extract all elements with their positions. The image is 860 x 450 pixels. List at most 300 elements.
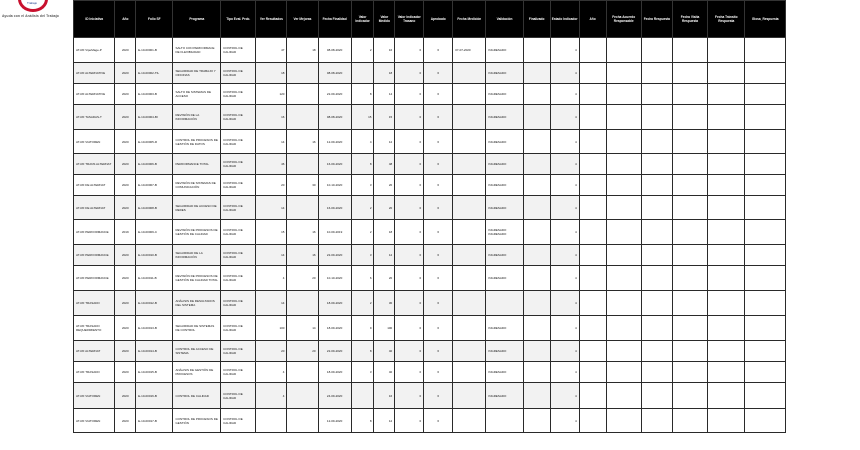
empty-cell[interactable]	[672, 291, 707, 316]
empty-cell[interactable]	[708, 409, 745, 433]
cell-tipo[interactable]: CONTROL DE CALIDAD	[221, 175, 256, 196]
cell-vmej[interactable]	[287, 63, 318, 84]
empty-cell[interactable]	[641, 409, 672, 433]
cell-fmed[interactable]	[453, 84, 486, 105]
empty-cell[interactable]	[606, 266, 641, 291]
empty-cell[interactable]	[579, 84, 606, 105]
empty-cell[interactable]	[641, 63, 672, 84]
cell-vmej[interactable]: 16	[287, 220, 318, 245]
empty-cell[interactable]	[579, 245, 606, 266]
cell-program[interactable]: SALTO CON PERFORMACE DE FLEXIBILIDAD	[173, 38, 221, 63]
empty-cell[interactable]	[708, 38, 745, 63]
cell-id[interactable]: AT-RF DE ALTERNAT	[74, 196, 115, 220]
table-row[interactable]	[74, 175, 786, 196]
empty-cell[interactable]	[606, 341, 641, 362]
cell-vtras[interactable]: 0	[395, 341, 424, 362]
empty-cell[interactable]	[672, 383, 707, 409]
cell-vmed[interactable]: 12	[374, 245, 395, 266]
cell-id[interactable]: AT-RF TRASADO	[74, 362, 115, 383]
cell-fin[interactable]	[523, 316, 550, 341]
cell-program[interactable]: SALTO DE SISTEMAS DE ACCESO	[173, 84, 221, 105]
cell-fecha[interactable]: 16-09-2020	[318, 154, 351, 175]
empty-cell[interactable]	[641, 220, 672, 245]
cell-fecha[interactable]: 16-09-2020	[318, 196, 351, 220]
cell-fmed[interactable]	[453, 154, 486, 175]
empty-cell[interactable]	[708, 63, 745, 84]
table-row[interactable]	[74, 383, 786, 409]
cell-fin[interactable]	[523, 175, 550, 196]
empty-cell[interactable]	[745, 341, 786, 362]
cell-aprob[interactable]: 6	[424, 341, 453, 362]
cell-valid[interactable]: INGRESADO INGRESADO	[486, 220, 523, 245]
cell-vmej[interactable]	[287, 196, 318, 220]
cell-id[interactable]: AT-RF VIATOREN	[74, 130, 115, 154]
cell-vres[interactable]: 46	[256, 154, 287, 175]
column-header[interactable]: Fecha Medición	[453, 1, 486, 38]
empty-cell[interactable]	[745, 175, 786, 196]
empty-cell[interactable]	[606, 38, 641, 63]
cell-vres[interactable]: 16	[256, 105, 287, 130]
cell-program[interactable]: REVISIÓN DE LA INFORMACIÓN	[173, 105, 221, 130]
cell-vmed[interactable]: 18	[374, 63, 395, 84]
empty-cell[interactable]	[708, 220, 745, 245]
cell-vind[interactable]: 2	[351, 196, 374, 220]
cell-folio[interactable]: E-10-00016-B	[136, 383, 173, 409]
cell-vind[interactable]: 6	[351, 266, 374, 291]
cell-tipo[interactable]: CONTROL DE CALIDAD	[221, 291, 256, 316]
empty-cell[interactable]	[672, 409, 707, 433]
empty-cell[interactable]	[579, 362, 606, 383]
empty-cell[interactable]	[579, 175, 606, 196]
cell-vtras[interactable]: 0	[395, 362, 424, 383]
cell-vind[interactable]: 3	[351, 245, 374, 266]
cell-vtras[interactable]: 0	[395, 196, 424, 220]
cell-vmed[interactable]: 15	[374, 105, 395, 130]
cell-fin[interactable]	[523, 291, 550, 316]
cell-vres[interactable]: 14	[256, 130, 287, 154]
empty-cell[interactable]	[606, 105, 641, 130]
empty-cell[interactable]	[708, 105, 745, 130]
empty-cell[interactable]	[672, 316, 707, 341]
cell-fecha[interactable]: 24-09-2020	[318, 383, 351, 409]
cell-tipo[interactable]: CONTROL DE CALIDAD	[221, 245, 256, 266]
cell-vtras[interactable]: 0	[395, 105, 424, 130]
cell-folio[interactable]: E-10-00002-TIL	[136, 63, 173, 84]
empty-cell[interactable]	[579, 383, 606, 409]
empty-cell[interactable]	[641, 266, 672, 291]
cell-fin[interactable]	[523, 105, 550, 130]
cell-vres[interactable]: 100	[256, 316, 287, 341]
cell-vmed[interactable]: 20	[374, 196, 395, 220]
cell-folio[interactable]: E-10-00010-B	[136, 245, 173, 266]
cell-year[interactable]: 2020	[115, 196, 136, 220]
empty-cell[interactable]	[579, 130, 606, 154]
cell-folio[interactable]: E-10-00017-B	[136, 409, 173, 433]
cell-folio[interactable]: E-10-00001-B	[136, 38, 173, 63]
empty-cell[interactable]	[606, 63, 641, 84]
cell-vind[interactable]: 8	[351, 341, 374, 362]
cell-valid[interactable]: INGRESADO	[486, 316, 523, 341]
cell-vtras[interactable]: 0	[395, 84, 424, 105]
cell-year[interactable]: 2020	[115, 105, 136, 130]
empty-cell[interactable]	[579, 63, 606, 84]
column-header[interactable]: Valor Indicador Trasano	[395, 1, 424, 38]
table-row[interactable]	[74, 130, 786, 154]
cell-tipo[interactable]: CONTROL DE CALIDAD	[221, 130, 256, 154]
empty-cell[interactable]	[672, 341, 707, 362]
cell-folio[interactable]: E-10-00007-B	[136, 175, 173, 196]
cell-estado[interactable]: 4	[550, 383, 579, 409]
empty-cell[interactable]	[708, 383, 745, 409]
empty-cell[interactable]	[579, 196, 606, 220]
cell-vres[interactable]: 120	[256, 84, 287, 105]
cell-id[interactable]: AT-RF ALTERNATIVE	[74, 63, 115, 84]
cell-tipo[interactable]: CONTROL DE CALIDAD	[221, 362, 256, 383]
empty-cell[interactable]	[606, 409, 641, 433]
cell-vmed[interactable]: 30	[374, 291, 395, 316]
empty-cell[interactable]	[606, 220, 641, 245]
cell-vres[interactable]	[256, 409, 287, 433]
table-row[interactable]	[74, 196, 786, 220]
empty-cell[interactable]	[708, 362, 745, 383]
cell-fecha[interactable]: 10-10-2020	[318, 266, 351, 291]
cell-id[interactable]: AT-RF ALTERNAT	[74, 341, 115, 362]
cell-vind[interactable]: 3	[351, 362, 374, 383]
empty-cell[interactable]	[641, 196, 672, 220]
empty-cell[interactable]	[745, 291, 786, 316]
cell-estado[interactable]: 4	[550, 341, 579, 362]
cell-vres[interactable]: 4	[256, 383, 287, 409]
cell-tipo[interactable]: CONTROL DE CALIDAD	[221, 84, 256, 105]
cell-aprob[interactable]: 6	[424, 316, 453, 341]
cell-vtras[interactable]: 0	[395, 245, 424, 266]
column-header[interactable]: Fecha Tránsito Respuesta	[708, 1, 745, 38]
cell-fecha[interactable]: 18-09-2020	[318, 316, 351, 341]
empty-cell[interactable]	[606, 84, 641, 105]
column-header[interactable]: Validación	[486, 1, 523, 38]
cell-program[interactable]: CONTROL DE CALIDAD	[173, 383, 221, 409]
empty-cell[interactable]	[641, 105, 672, 130]
table-row[interactable]	[74, 220, 786, 245]
cell-vres[interactable]: 14	[256, 196, 287, 220]
empty-cell[interactable]	[672, 266, 707, 291]
cell-year[interactable]: 2020	[115, 245, 136, 266]
cell-program[interactable]: SEGURIDAD DE TRABAJO Y OFICINAS	[173, 63, 221, 84]
cell-vind[interactable]: 15	[351, 105, 374, 130]
cell-vmed[interactable]: 100	[374, 316, 395, 341]
empty-cell[interactable]	[579, 409, 606, 433]
cell-valid[interactable]	[486, 291, 523, 316]
cell-valid[interactable]: INGRESADO	[486, 105, 523, 130]
cell-aprob[interactable]: 6	[424, 130, 453, 154]
cell-fin[interactable]	[523, 341, 550, 362]
cell-aprob[interactable]: 6	[424, 196, 453, 220]
cell-fecha[interactable]: 22-09-2020	[318, 245, 351, 266]
empty-cell[interactable]	[672, 154, 707, 175]
cell-vind[interactable]: 8	[351, 409, 374, 433]
cell-vind[interactable]: 9	[351, 316, 374, 341]
empty-cell[interactable]	[579, 220, 606, 245]
cell-vres[interactable]: 47	[256, 38, 287, 63]
cell-vmed[interactable]: 48	[374, 154, 395, 175]
cell-year[interactable]: 2020	[115, 291, 136, 316]
cell-vres[interactable]: 14	[256, 291, 287, 316]
cell-tipo[interactable]: CONTROL DE CALIDAD	[221, 220, 256, 245]
cell-estado[interactable]: 4	[550, 316, 579, 341]
empty-cell[interactable]	[579, 291, 606, 316]
empty-cell[interactable]	[641, 291, 672, 316]
empty-cell[interactable]	[641, 362, 672, 383]
cell-vmed[interactable]: 14	[374, 84, 395, 105]
cell-year[interactable]: 2020	[115, 409, 136, 433]
cell-fecha[interactable]: 08-08-2020	[318, 63, 351, 84]
table-row[interactable]	[74, 84, 786, 105]
cell-vmed[interactable]: 16	[374, 383, 395, 409]
cell-vmej[interactable]	[287, 291, 318, 316]
cell-year[interactable]: 2020	[115, 175, 136, 196]
empty-cell[interactable]	[745, 154, 786, 175]
cell-valid[interactable]: INGRESADO	[486, 38, 523, 63]
cell-program[interactable]: REVISIÓN DE PROCESOS DE GESTIÓN DE CALIDAD	[173, 220, 221, 245]
cell-aprob[interactable]: 6	[424, 383, 453, 409]
cell-vind[interactable]: 8	[351, 84, 374, 105]
cell-year[interactable]: 2020	[115, 316, 136, 341]
cell-id[interactable]: AT-RF PERFORMANCE	[74, 266, 115, 291]
cell-tipo[interactable]: CONTROL DE CALIDAD	[221, 383, 256, 409]
cell-vres[interactable]: 18	[256, 63, 287, 84]
cell-aprob[interactable]: 6	[424, 291, 453, 316]
cell-folio[interactable]: E-10-00012-B	[136, 291, 173, 316]
cell-vmej[interactable]: 14	[287, 316, 318, 341]
empty-cell[interactable]	[745, 383, 786, 409]
cell-vmed[interactable]: 40	[374, 362, 395, 383]
empty-cell[interactable]	[606, 245, 641, 266]
empty-cell[interactable]	[606, 362, 641, 383]
empty-cell[interactable]	[672, 220, 707, 245]
cell-vtras[interactable]: 0	[395, 175, 424, 196]
cell-id[interactable]: AT-RF TRANS ALTERNAT	[74, 154, 115, 175]
empty-cell[interactable]	[641, 130, 672, 154]
cell-tipo[interactable]: CONTROL DE CALIDAD	[221, 266, 256, 291]
empty-cell[interactable]	[708, 341, 745, 362]
empty-cell[interactable]	[708, 154, 745, 175]
empty-cell[interactable]	[579, 105, 606, 130]
cell-fecha[interactable]: 12-09-2020	[318, 130, 351, 154]
empty-cell[interactable]	[708, 130, 745, 154]
empty-cell[interactable]	[708, 196, 745, 220]
cell-folio[interactable]: E-10-00008-B	[136, 196, 173, 220]
cell-program[interactable]: CONTROL DE PROCESOS DE GESTIÓN DE DATOS	[173, 130, 221, 154]
cell-folio[interactable]: E-10-00009-C	[136, 220, 173, 245]
empty-cell[interactable]	[672, 245, 707, 266]
cell-year[interactable]: 2020	[115, 266, 136, 291]
cell-estado[interactable]: 4	[550, 409, 579, 433]
cell-vtras[interactable]: 0	[395, 316, 424, 341]
cell-id[interactable]: AT-RF TRASADO REQUERIMIENTO	[74, 316, 115, 341]
cell-year[interactable]: 2019	[115, 220, 136, 245]
cell-program[interactable]: SEGURIDAD DE LA INFORMACIÓN	[173, 245, 221, 266]
cell-fmed[interactable]	[453, 130, 486, 154]
cell-vtras[interactable]: 0	[395, 383, 424, 409]
cell-aprob[interactable]: 6	[424, 409, 453, 433]
cell-vind[interactable]: 2	[351, 220, 374, 245]
column-header[interactable]: Glosa_Respuesta	[745, 1, 786, 38]
empty-cell[interactable]	[745, 105, 786, 130]
cell-valid[interactable]: INGRESADO	[486, 63, 523, 84]
table-row[interactable]	[74, 291, 786, 316]
column-header[interactable]: Valor Indicador	[351, 1, 374, 38]
empty-cell[interactable]	[672, 84, 707, 105]
empty-cell[interactable]	[606, 130, 641, 154]
cell-fin[interactable]	[523, 84, 550, 105]
cell-program[interactable]: CONTROL DE ACCESO DE SISTEMA	[173, 341, 221, 362]
empty-cell[interactable]	[708, 266, 745, 291]
empty-cell[interactable]	[708, 245, 745, 266]
empty-cell[interactable]	[641, 84, 672, 105]
cell-program[interactable]: ANÁLISIS DE RESULTADOS DEL SISTEMA	[173, 291, 221, 316]
cell-vres[interactable]: 20	[256, 175, 287, 196]
cell-vmed[interactable]: 20	[374, 266, 395, 291]
cell-vres[interactable]: 20	[256, 341, 287, 362]
cell-folio[interactable]: E-10-00011-B	[136, 266, 173, 291]
cell-vtras[interactable]: 0	[395, 266, 424, 291]
empty-cell[interactable]	[641, 341, 672, 362]
table-row[interactable]	[74, 38, 786, 63]
cell-id[interactable]: AT-RF VIATOREN	[74, 383, 115, 409]
cell-fin[interactable]	[523, 245, 550, 266]
empty-cell[interactable]	[641, 383, 672, 409]
cell-aprob[interactable]: 6	[424, 63, 453, 84]
cell-aprob[interactable]: 6	[424, 245, 453, 266]
column-header[interactable]: Programa	[173, 1, 221, 38]
cell-id[interactable]: AT-RF VIATOREN	[74, 409, 115, 433]
cell-fmed[interactable]	[453, 245, 486, 266]
cell-vmej[interactable]: 20	[287, 266, 318, 291]
cell-id[interactable]: AT-RF PERFORMANCE	[74, 220, 115, 245]
cell-fin[interactable]	[523, 409, 550, 433]
cell-vtras[interactable]: 0	[395, 38, 424, 63]
empty-cell[interactable]	[641, 175, 672, 196]
column-header[interactable]: Fecha Acuerdo Responsable	[606, 1, 641, 38]
cell-folio[interactable]: E-10-00004-BI	[136, 105, 173, 130]
cell-valid[interactable]: INGRESADO	[486, 362, 523, 383]
cell-aprob[interactable]: 6	[424, 362, 453, 383]
cell-vmed[interactable]: 20	[374, 175, 395, 196]
cell-id[interactable]: AT-RF TASADAS-T	[74, 105, 115, 130]
cell-estado[interactable]: 4	[550, 245, 579, 266]
cell-vtras[interactable]: 0	[395, 291, 424, 316]
cell-fin[interactable]	[523, 383, 550, 409]
cell-valid[interactable]: INGRESADO	[486, 84, 523, 105]
cell-valid[interactable]: INGRESADO	[486, 245, 523, 266]
cell-estado[interactable]: 4	[550, 105, 579, 130]
cell-fmed[interactable]	[453, 291, 486, 316]
cell-estado[interactable]: 4	[550, 196, 579, 220]
cell-estado[interactable]: 4	[550, 84, 579, 105]
column-header[interactable]: Tipo Eval. Prob.	[221, 1, 256, 38]
column-header[interactable]: ID Iniciativa	[74, 1, 115, 38]
cell-vtras[interactable]: 0	[395, 130, 424, 154]
cell-id[interactable]: AT-RF ALTERNATIVE	[74, 84, 115, 105]
column-header[interactable]: Año	[579, 1, 606, 38]
cell-vmej[interactable]: 18	[287, 38, 318, 63]
empty-cell[interactable]	[579, 316, 606, 341]
cell-fmed[interactable]	[453, 266, 486, 291]
cell-fecha[interactable]: 18-09-2020	[318, 291, 351, 316]
cell-tipo[interactable]: CONTROL DE CALIDAD	[221, 316, 256, 341]
empty-cell[interactable]	[745, 196, 786, 220]
column-header[interactable]: Aprobado	[424, 1, 453, 38]
cell-fmed[interactable]	[453, 316, 486, 341]
cell-fecha[interactable]: 22-09-2020	[318, 341, 351, 362]
table-row[interactable]	[74, 154, 786, 175]
cell-fmed[interactable]: 07-07-2020	[453, 38, 486, 63]
empty-cell[interactable]	[641, 154, 672, 175]
cell-vtras[interactable]: 0	[395, 63, 424, 84]
cell-fecha[interactable]: 10-09-2019	[318, 220, 351, 245]
cell-vmej[interactable]	[287, 105, 318, 130]
cell-valid[interactable]: INGRESADO	[486, 266, 523, 291]
cell-vmej[interactable]	[287, 383, 318, 409]
cell-estado[interactable]: 4	[550, 38, 579, 63]
cell-vmed[interactable]: 16	[374, 38, 395, 63]
cell-id[interactable]: AT-RF TRASADO	[74, 291, 115, 316]
cell-fecha[interactable]: 08-08-2020	[318, 38, 351, 63]
cell-tipo[interactable]: CONTROL DE CALIDAD	[221, 196, 256, 220]
cell-vmej[interactable]	[287, 409, 318, 433]
empty-cell[interactable]	[672, 105, 707, 130]
empty-cell[interactable]	[745, 84, 786, 105]
column-header[interactable]: Fecha Finalidad	[318, 1, 351, 38]
cell-vind[interactable]: 8	[351, 154, 374, 175]
cell-estado[interactable]: 4	[550, 63, 579, 84]
cell-id[interactable]: AT-RF PERFORMANCE	[74, 245, 115, 266]
cell-fmed[interactable]	[453, 362, 486, 383]
empty-cell[interactable]	[579, 38, 606, 63]
cell-tipo[interactable]: CONTROL DE CALIDAD	[221, 63, 256, 84]
cell-estado[interactable]: 4	[550, 266, 579, 291]
cell-program[interactable]: REVISIÓN DE PROCESOS DE GESTIÓN DE CALIDAD TOTAL	[173, 266, 221, 291]
cell-valid[interactable]: INGRESADO	[486, 341, 523, 362]
cell-program[interactable]: SEGURIDAD DE SISTEMAS DE CONTROL	[173, 316, 221, 341]
cell-vmej[interactable]: 16	[287, 245, 318, 266]
empty-cell[interactable]	[745, 63, 786, 84]
cell-program[interactable]: REVISIÓN DE SISTEMAS DE COMUNICACIÓN	[173, 175, 221, 196]
cell-fin[interactable]	[523, 362, 550, 383]
column-header[interactable]: Año	[115, 1, 136, 38]
cell-vmej[interactable]: 16	[287, 130, 318, 154]
cell-vmej[interactable]: 20	[287, 341, 318, 362]
cell-year[interactable]: 2020	[115, 38, 136, 63]
empty-cell[interactable]	[641, 38, 672, 63]
cell-aprob[interactable]: 6	[424, 175, 453, 196]
cell-vres[interactable]: 4	[256, 362, 287, 383]
cell-folio[interactable]: E-10-00013-B	[136, 316, 173, 341]
cell-vind[interactable]: 3	[351, 175, 374, 196]
cell-id[interactable]: AT-RF DE ALTERNAT	[74, 175, 115, 196]
empty-cell[interactable]	[641, 316, 672, 341]
cell-valid[interactable]: INGRESADO	[486, 130, 523, 154]
cell-tipo[interactable]: CONTROL DE CALIDAD	[221, 409, 256, 433]
cell-fmed[interactable]	[453, 196, 486, 220]
cell-program[interactable]: PERFORMANCE TOTAL	[173, 154, 221, 175]
cell-vtras[interactable]: 0	[395, 220, 424, 245]
column-header[interactable]: Valor Medido	[374, 1, 395, 38]
table-row[interactable]	[74, 245, 786, 266]
cell-vres[interactable]: 14	[256, 245, 287, 266]
cell-aprob[interactable]: 6	[424, 38, 453, 63]
cell-vind[interactable]: 4	[351, 130, 374, 154]
